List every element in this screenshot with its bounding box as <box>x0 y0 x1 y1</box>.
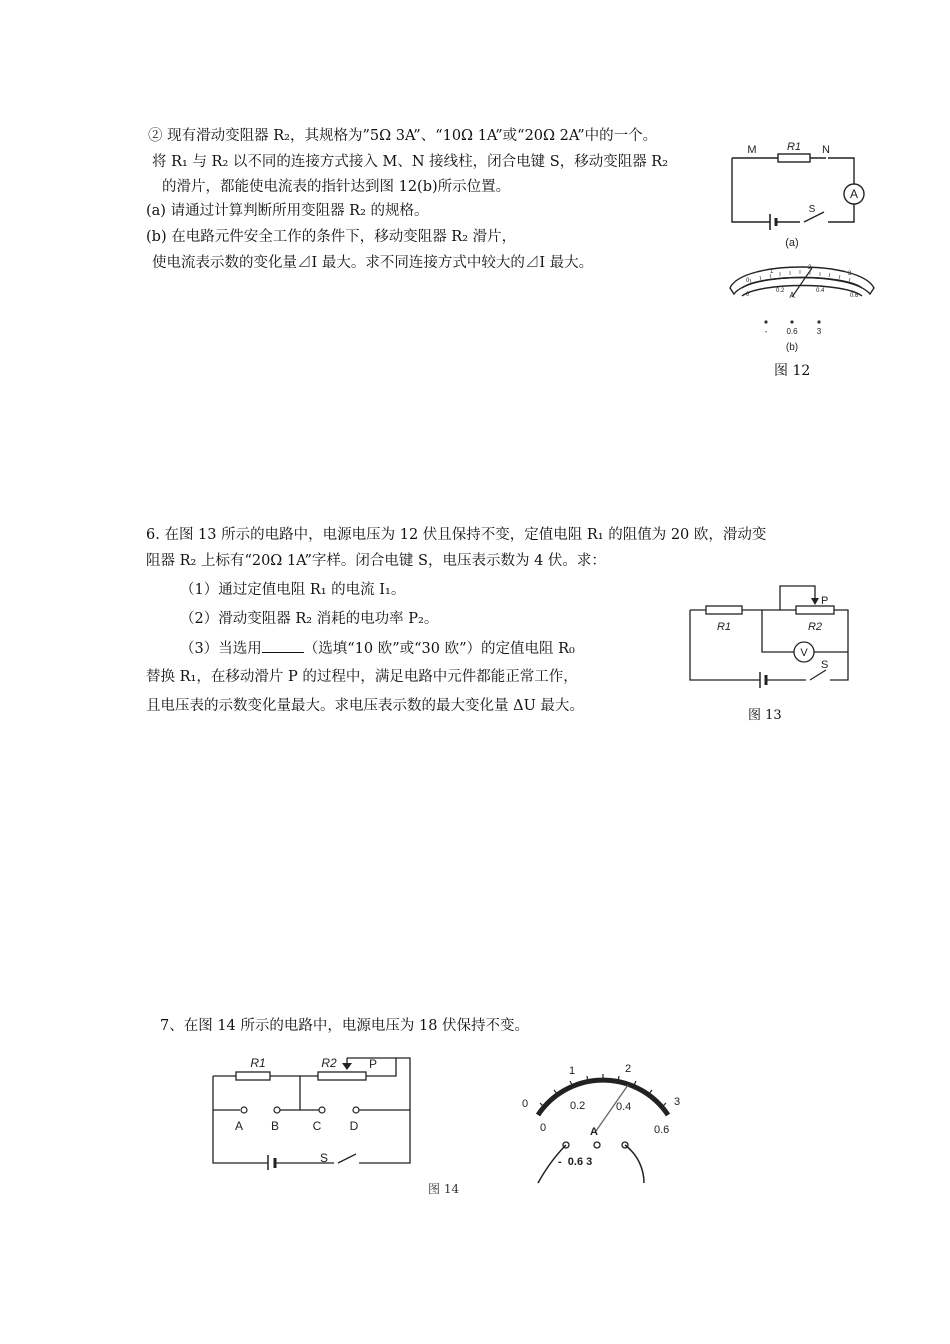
fig14-terminal-D: D <box>349 1119 359 1133</box>
p7-line-1: 7、在图 14 所示的电路中，电源电压为 18 伏保持不变。 <box>160 1018 530 1034</box>
p6-line-1: 6. 在图 13 所示的电路中，电源电压为 12 伏且保持不变，定值电阻 R₁ 的阻值为 20 欧，滑动变 <box>146 527 767 543</box>
fig12-scale-top-3: 3 <box>848 271 852 277</box>
fig14-label-S: S <box>320 1151 329 1165</box>
p6-line-last: 且电压表的示数变化量最大。求电压表示数的最大变化量 ΔU 最大。 <box>146 698 584 714</box>
fig12-label-M: M <box>747 144 757 156</box>
fig13-label-R2: R2 <box>807 621 823 633</box>
fig14-label-R1: R1 <box>250 1056 266 1070</box>
meter14-scale-0: 0 <box>522 1098 529 1110</box>
p6-q3-after: （选填“10 欧”或“30 欧”）的定值电阻 R₀ <box>303 641 575 657</box>
p6-q2: （2）滑动变阻器 R₂ 消耗的电功率 P₂。 <box>180 611 439 627</box>
fig12-scale-bottom-0: 0 <box>746 292 750 298</box>
p6-q3-blank[interactable] <box>262 638 304 653</box>
p6-q3 <box>180 638 575 659</box>
fig13-label-P: P <box>821 595 829 607</box>
p6-q1: （1）通过定值电阻 R₁ 的电流 I₁。 <box>180 582 406 598</box>
fig14-terminal-C: C <box>312 1119 322 1133</box>
fig13-caption: 图 13 <box>748 708 782 723</box>
fig14-label-P: P <box>369 1057 378 1071</box>
meter14-scale-bottom-06: 0.6 <box>654 1124 670 1136</box>
fig14-terminal-A: A <box>234 1119 244 1133</box>
fig13-voltmeter-V: V <box>800 647 808 659</box>
p6-line-replace: 替换 R₁，在移动滑片 P 的过程中，满足电路中元件都能正常工作， <box>146 669 578 685</box>
meter14-scale-02: 0.2 <box>570 1100 586 1112</box>
fig12-ammeter-A: A <box>849 187 859 201</box>
fig12-scale-top-1: 1 <box>770 269 774 275</box>
fig12-meter-A: A <box>789 291 795 300</box>
fig12-scale-bottom-06: 0.6 <box>850 293 859 299</box>
fig12-terminal-06: 0.6 <box>786 327 798 336</box>
fig13-label-R1: R1 <box>716 621 732 633</box>
meter14-scale-bottom-0: 0 <box>540 1122 547 1134</box>
fig14-caption: 图 14 <box>428 1182 460 1196</box>
fig12-caption-b: (b) <box>785 342 799 353</box>
fig12-caption: 图 12 <box>774 363 811 379</box>
fig12-scale-bottom-04: 0.4 <box>816 288 825 294</box>
meter14-terminals: - 0.6 3 <box>558 1156 593 1168</box>
meter14-scale-2: 2 <box>625 1063 632 1075</box>
fig12-label-N: N <box>822 144 830 156</box>
fig14-label-R2: R2 <box>321 1056 337 1070</box>
p6-q3-before: （3）当选用 <box>180 641 262 657</box>
p5-line-1: ② 现有滑动变阻器 R₂，其规格为”5Ω 3A”、“10Ω 1A”或“20Ω 2A”中的一个。 <box>148 128 658 144</box>
fig12-scale-bottom-02: 0.2 <box>776 288 785 294</box>
p5-line-5: (b) 在电路元件安全工作的条件下，移动变阻器 R₂ 滑片， <box>146 229 517 245</box>
p6-line-2: 阻器 R₂ 上标有“20Ω 1A”字样。闭合电键 S，电压表示数为 4 伏。求： <box>146 553 606 569</box>
meter14-scale-3: 3 <box>674 1096 681 1108</box>
figure-12 <box>720 136 890 361</box>
fig12-scale-top-0: 0 <box>746 278 750 284</box>
fig12-switch-S: S <box>808 204 816 215</box>
meter14-scale-04: 0.4 <box>616 1101 632 1113</box>
p5-line-3: 的滑片，都能使电流表的指针达到图 12(b)所示位置。 <box>162 179 511 195</box>
fig12-terminal-minus: - <box>764 327 768 336</box>
fig14-terminal-B: B <box>270 1119 280 1133</box>
figure-14-circuit <box>206 1050 416 1170</box>
fig12-label-R1: R1 <box>786 141 802 153</box>
meter14-label-A: A <box>590 1126 598 1138</box>
figure-13 <box>682 580 862 700</box>
figure-14-meter <box>510 1055 690 1185</box>
fig12-scale-top-2: 2 <box>808 265 812 271</box>
fig12-caption-a: (a) <box>785 237 799 249</box>
fig12-terminal-3: 3 <box>816 327 822 336</box>
p5-line-6: 使电流表示数的变化量⊿I 最大。求不同连接方式中较大的⊿I 最大。 <box>152 255 594 271</box>
fig13-label-S: S <box>821 659 829 671</box>
meter14-scale-1: 1 <box>569 1065 576 1077</box>
p5-line-4: (a) 请通过计算判断所用变阻器 R₂ 的规格。 <box>146 203 429 219</box>
p5-line-2: 将 R₁ 与 R₂ 以不同的连接方式接入 M、N 接线柱，闭合电键 S，移动变阻器 R₂ <box>152 154 669 170</box>
